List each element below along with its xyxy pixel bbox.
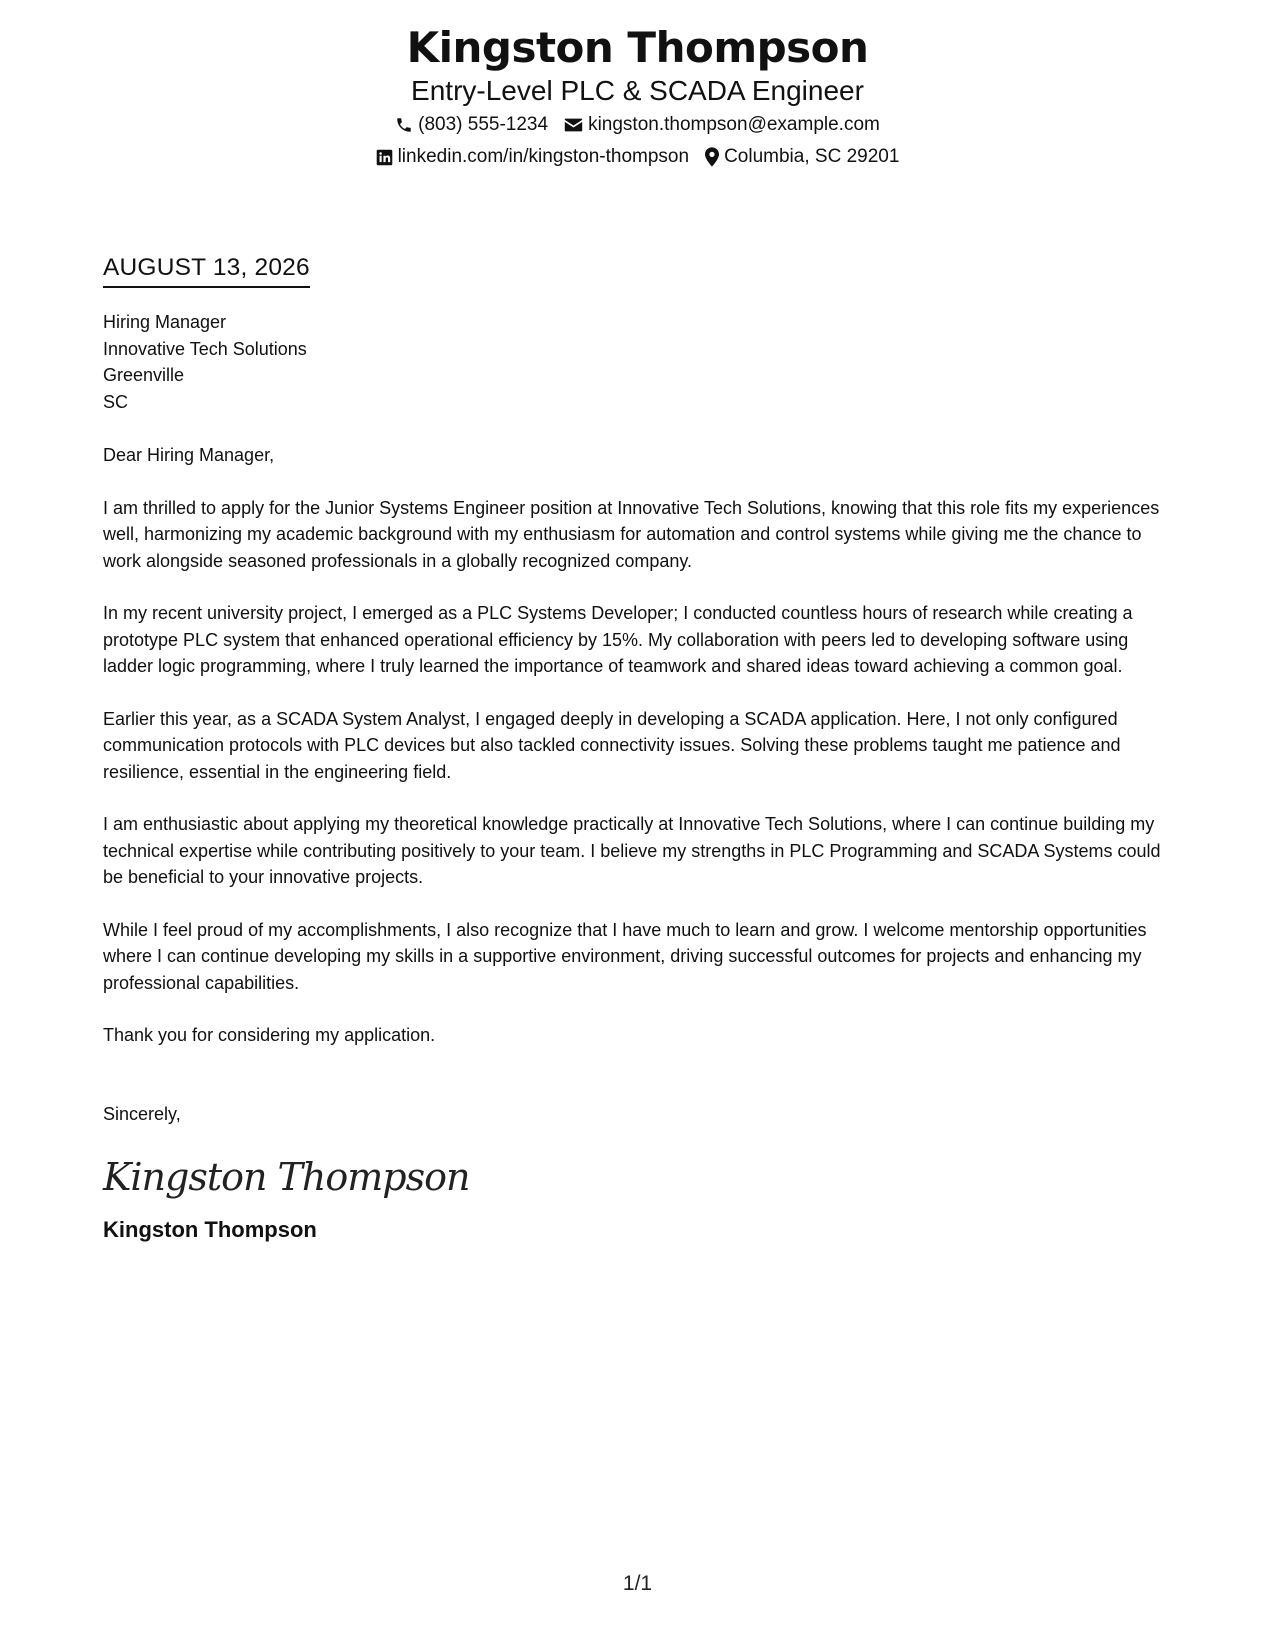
- body-paragraph: I am thrilled to apply for the Junior Systems Engineer position at Innovative Tech Solutions, knowing that this role fits my experiences well, harmonizing my academic background with my enthusiasm for automation and control systems while giving me the chance to work alongside seasoned professionals in a globally recognized company.: [103, 497, 1160, 571]
- body-paragraph: Earlier this year, as a SCADA System Analyst, I engaged deeply in developing a SCADA application. Here, I not only configured communication protocols with PLC devices but also tackled connectivity issues. Solving these problems taught me patience and resilience, essential in the engineering field.: [103, 708, 1121, 782]
- body-paragraph: I am enthusiastic about applying my theoretical knowledge practically at Innovative Tech Solutions, where I can continue building my technical expertise while contributing positively to your team. I believe my strengths in PLC Programming and SCADA Systems could be beneficial to your innovative projects.: [103, 814, 1161, 887]
- salutation: Dear Hiring Manager,: [103, 445, 275, 465]
- applicant-title: Entry-Level PLC & SCADA Engineer: [411, 75, 864, 106]
- location-text: Columbia, SC 29201: [724, 146, 900, 167]
- contact-row-primary: [0, 110, 1275, 140]
- recipient-line: Innovative Tech Solutions: [103, 338, 307, 359]
- email-text[interactable]: kingston.thompson@example.com: [588, 114, 880, 135]
- closing: Sincerely,: [103, 1103, 181, 1124]
- recipient-line: SC: [103, 391, 129, 412]
- signer-name: Kingston Thompson: [103, 1217, 317, 1242]
- map-pin-icon: [705, 147, 719, 167]
- applicant-name: Kingston Thompson: [406, 23, 869, 72]
- body-paragraph: In my recent university project, I emerged as a PLC Systems Developer; I conducted countless hours of research while creating a prototype PLC system that enhanced operational efficiency by 15%. My collaboration with peers led to developing software using ladder logic programming, where I truly learned the importance of teamwork and shared ideas toward achieving a common goal.: [103, 603, 1133, 676]
- contact-email: [564, 110, 880, 140]
- envelope-icon: [564, 117, 583, 133]
- contact-row-secondary: [0, 142, 1275, 172]
- contact-location: [705, 142, 899, 172]
- handwritten-signature: Kingston Thompson: [103, 1155, 470, 1199]
- body-paragraph: Thank you for considering my application.: [103, 1025, 436, 1045]
- recipient-block: [103, 309, 1178, 415]
- page-number: 1/1: [622, 1572, 653, 1595]
- body-paragraph: While I feel proud of my accomplishments, I also recognize that I have much to learn and grow. I welcome mentorship opportunities where I can continue developing my skills in a supportive environment, driving successful outcomes for projects and enhancing my professional capabilities.: [103, 919, 1147, 993]
- phone-icon: [395, 116, 413, 134]
- linkedin-icon: [376, 149, 393, 166]
- contact-linkedin: [376, 142, 690, 172]
- letterhead: [0, 22, 1275, 172]
- letter-date: AUGUST 13, 2026: [103, 252, 310, 288]
- letter-body: [103, 252, 1178, 1245]
- phone-text[interactable]: (803) 555-1234: [418, 114, 549, 135]
- recipient-line: Greenville: [103, 365, 185, 385]
- recipient-line: Hiring Manager: [103, 312, 227, 332]
- contact-phone: [395, 110, 548, 140]
- linkedin-text[interactable]: linkedin.com/in/kingston-thompson: [397, 146, 690, 167]
